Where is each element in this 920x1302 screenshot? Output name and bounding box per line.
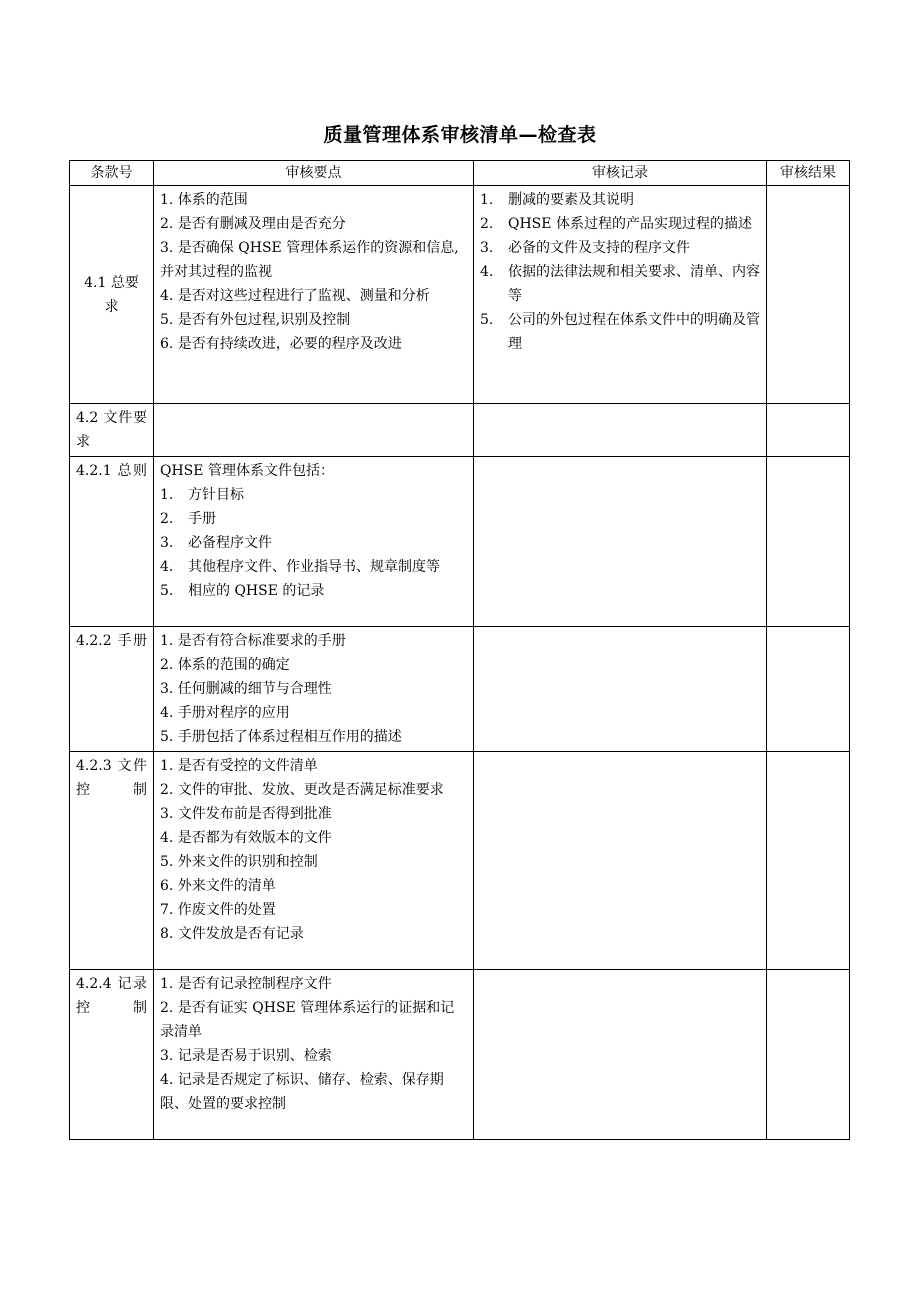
clause-label: 4.2.3 文件控制	[76, 758, 147, 798]
header-audit-points: 审核要点	[154, 161, 474, 186]
point-item: 8. 文件发放是否有记录	[160, 926, 304, 942]
point-item: 4. 记录是否规定了标识、储存、检索、保存期限、处置的要求控制	[160, 1072, 444, 1112]
point-item: 3. 文件发布前是否得到批准	[160, 806, 332, 822]
points-cell	[154, 457, 474, 627]
point-item: 5. 外来文件的识别和控制	[160, 854, 318, 870]
records-cell	[474, 970, 767, 1140]
header-clause: 条款号	[70, 161, 154, 186]
point-item: 5. 相应的 QHSE 的记录	[160, 583, 325, 599]
point-item: 2. 手册	[160, 511, 216, 527]
point-item: 4. 其他程序文件、作业指导书、规章制度等	[160, 559, 440, 575]
record-item: 2. QHSE 体系过程的产品实现过程的描述	[480, 216, 752, 232]
point-item: 3. 必备程序文件	[160, 535, 272, 551]
points-intro: QHSE 管理体系文件包括：	[160, 463, 334, 479]
point-item: 4. 手册对程序的应用	[160, 705, 290, 721]
table-row	[70, 970, 850, 1140]
point-item: 2. 体系的范围的确定	[160, 657, 290, 673]
records-cell	[474, 457, 767, 627]
point-item: 3. 任何删减的细节与合理性	[160, 681, 332, 697]
point-item: 3. 记录是否易于识别、检索	[160, 1048, 332, 1064]
point-item: 1. 方针目标	[160, 487, 244, 503]
table-row	[70, 186, 850, 404]
point-item: 2. 是否有证实 QHSE 管理体系运行的证据和记录清单	[160, 1000, 455, 1040]
clause-cell	[70, 970, 154, 1140]
point-item: 4. 是否对这些过程进行了监视、测量和分析	[160, 288, 430, 304]
page-title: 质量管理体系审核清单—检查表	[323, 124, 597, 146]
point-item: 5. 手册包括了体系过程相互作用的描述	[160, 729, 402, 745]
clause-label: 4.2.1 总则	[76, 463, 147, 479]
points-cell	[154, 404, 474, 457]
point-item: 2. 文件的审批、发放、更改是否满足标准要求	[160, 782, 444, 798]
points-cell	[154, 186, 474, 404]
records-cell	[474, 752, 767, 970]
result-cell	[767, 404, 850, 457]
records-cell	[474, 627, 767, 752]
record-item: 1. 删减的要素及其说明	[480, 192, 634, 208]
clause-cell	[70, 627, 154, 752]
point-item: 1. 是否有符合标准要求的手册	[160, 633, 346, 649]
point-item: 3. 是否确保 QHSE 管理体系运作的资源和信息,并对其过程的监视	[160, 240, 459, 280]
audit-checklist-table	[69, 160, 850, 1140]
clause-cell	[70, 186, 154, 404]
clause-cell	[70, 404, 154, 457]
clause-label: 4.1 总要求	[84, 274, 139, 315]
result-cell	[767, 457, 850, 627]
table-header-row	[70, 161, 850, 186]
point-item: 1. 是否有记录控制程序文件	[160, 976, 332, 992]
point-item: 1. 是否有受控的文件清单	[160, 758, 318, 774]
points-cell	[154, 627, 474, 752]
point-item: 2. 是否有删减及理由是否充分	[160, 216, 346, 232]
result-cell	[767, 752, 850, 970]
table-row	[70, 627, 850, 752]
result-cell	[767, 970, 850, 1140]
records-cell	[474, 186, 767, 404]
result-cell	[767, 186, 850, 404]
record-item: 4. 依据的法律法规和相关要求、清单、内容等	[480, 264, 760, 304]
clause-cell	[70, 457, 154, 627]
clause-label: 4.2 文件要求	[76, 410, 147, 450]
records-cell	[474, 404, 767, 457]
point-item: 6. 外来文件的清单	[160, 878, 276, 894]
point-item: 6. 是否有持续改进，必要的程序及改进	[160, 336, 402, 352]
table-row	[70, 457, 850, 627]
point-item: 5. 是否有外包过程,识别及控制	[160, 312, 351, 328]
clause-label: 4.2.2 手册	[76, 633, 147, 649]
header-audit-records: 审核记录	[474, 161, 767, 186]
point-item: 4. 是否都为有效版本的文件	[160, 830, 332, 846]
clause-cell	[70, 752, 154, 970]
record-item: 3. 必备的文件及支持的程序文件	[480, 240, 690, 256]
table-row	[70, 404, 850, 457]
record-item: 5. 公司的外包过程在体系文件中的明确及管理	[480, 312, 760, 352]
points-cell	[154, 752, 474, 970]
point-item: 7. 作废文件的处置	[160, 902, 276, 918]
table-row	[70, 752, 850, 970]
clause-label: 4.2.4 记录控制	[76, 976, 147, 1016]
header-audit-result: 审核结果	[767, 161, 850, 186]
points-cell	[154, 970, 474, 1140]
result-cell	[767, 627, 850, 752]
point-item: 1. 体系的范围	[160, 192, 248, 208]
